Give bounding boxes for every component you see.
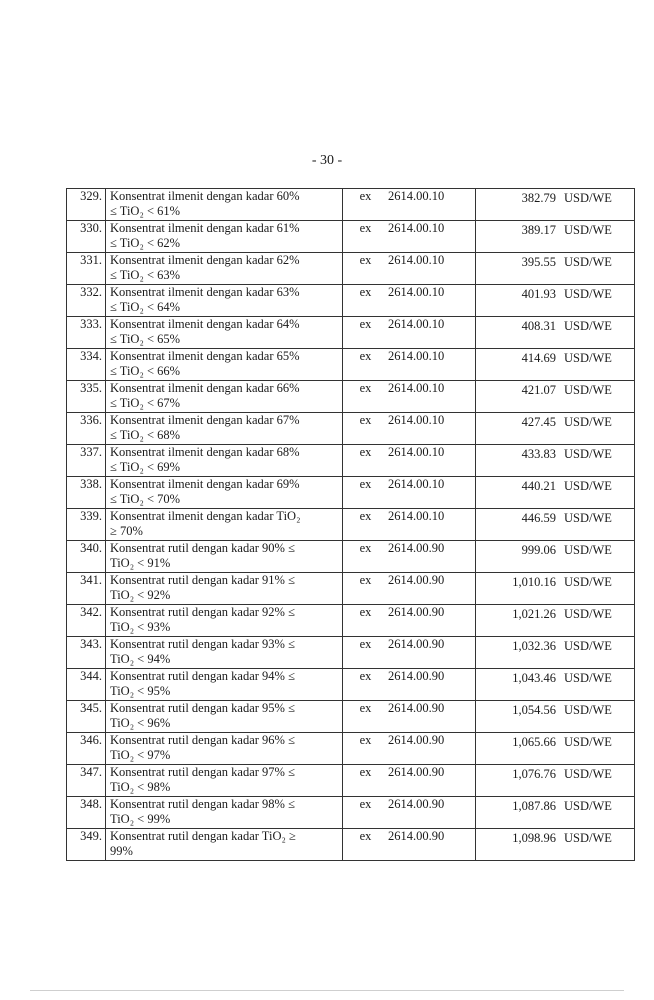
description-line-1: Konsentrat rutil dengan kadar 96% ≤ <box>110 733 295 747</box>
row-description <box>106 509 343 541</box>
row-price: 421.07 <box>476 381 557 413</box>
description-line-1: Konsentrat rutil dengan kadar TiO₂ ≥ <box>110 829 296 843</box>
bottom-rule <box>30 990 624 991</box>
table-row <box>67 445 635 477</box>
row-unit: USD/WE <box>556 285 635 317</box>
row-price: 1,087.86 <box>476 797 557 829</box>
page-number: - 30 - <box>311 153 343 168</box>
row-ex-marker: ex <box>343 701 389 733</box>
row-hs-code: 2614.00.10 <box>388 253 476 285</box>
row-description <box>106 221 343 253</box>
description-line-2: ≤ TiO₂ < 67% <box>110 396 181 410</box>
row-hs-code: 2614.00.10 <box>388 317 476 349</box>
row-number: 331. <box>67 253 106 285</box>
row-unit: USD/WE <box>556 189 635 221</box>
row-hs-code: 2614.00.90 <box>388 701 476 733</box>
description-line-2: TiO₂ < 95% <box>110 684 171 698</box>
description-line-1: Konsentrat rutil dengan kadar 97% ≤ <box>110 765 295 779</box>
row-unit: USD/WE <box>556 765 635 797</box>
row-description <box>106 285 343 317</box>
row-description <box>106 605 343 637</box>
description-line-1: Konsentrat rutil dengan kadar 91% ≤ <box>110 573 295 587</box>
description-line-2: ≥ 70% <box>110 524 143 538</box>
table-row <box>67 349 635 381</box>
row-ex-marker: ex <box>343 669 389 701</box>
row-description <box>106 541 343 573</box>
row-description <box>106 733 343 765</box>
description-line-1: Konsentrat ilmenit dengan kadar 60% <box>110 189 300 203</box>
row-unit: USD/WE <box>556 349 635 381</box>
row-price: 999.06 <box>476 541 557 573</box>
row-description <box>106 669 343 701</box>
table-row <box>67 285 635 317</box>
description-line-2: TiO₂ < 91% <box>110 556 171 570</box>
row-number: 333. <box>67 317 106 349</box>
description-line-1: Konsentrat ilmenit dengan kadar 61% <box>110 221 300 235</box>
row-hs-code: 2614.00.90 <box>388 829 476 861</box>
row-unit: USD/WE <box>556 413 635 445</box>
description-line-1: Konsentrat ilmenit dengan kadar 69% <box>110 477 300 491</box>
table-row <box>67 189 635 221</box>
description-line-2: ≤ TiO₂ < 66% <box>110 364 181 378</box>
row-hs-code: 2614.00.10 <box>388 349 476 381</box>
row-hs-code: 2614.00.90 <box>388 605 476 637</box>
row-unit: USD/WE <box>556 445 635 477</box>
row-number: 329. <box>67 189 106 221</box>
row-unit: USD/WE <box>556 733 635 765</box>
row-unit: USD/WE <box>556 829 635 861</box>
row-description <box>106 381 343 413</box>
table-row <box>67 221 635 253</box>
row-hs-code: 2614.00.90 <box>388 541 476 573</box>
row-unit: USD/WE <box>556 221 635 253</box>
row-number: 347. <box>67 765 106 797</box>
table-row <box>67 733 635 765</box>
description-line-2: TiO₂ < 92% <box>110 588 171 602</box>
description-line-1: Konsentrat ilmenit dengan kadar TiO₂ <box>110 509 301 523</box>
row-ex-marker: ex <box>343 829 389 861</box>
row-price: 1,021.26 <box>476 605 557 637</box>
row-unit: USD/WE <box>556 669 635 701</box>
table-row <box>67 701 635 733</box>
description-line-2: TiO₂ < 96% <box>110 716 171 730</box>
row-hs-code: 2614.00.90 <box>388 733 476 765</box>
description-line-1: Konsentrat rutil dengan kadar 90% ≤ <box>110 541 295 555</box>
row-number: 339. <box>67 509 106 541</box>
row-price: 1,043.46 <box>476 669 557 701</box>
row-price: 395.55 <box>476 253 557 285</box>
row-number: 342. <box>67 605 106 637</box>
row-number: 330. <box>67 221 106 253</box>
table-row <box>67 573 635 605</box>
row-ex-marker: ex <box>343 445 389 477</box>
row-number: 337. <box>67 445 106 477</box>
row-hs-code: 2614.00.10 <box>388 413 476 445</box>
description-line-1: Konsentrat rutil dengan kadar 92% ≤ <box>110 605 295 619</box>
row-price: 446.59 <box>476 509 557 541</box>
table-row <box>67 797 635 829</box>
row-ex-marker: ex <box>343 381 389 413</box>
row-description <box>106 445 343 477</box>
row-number: 332. <box>67 285 106 317</box>
description-line-1: Konsentrat ilmenit dengan kadar 63% <box>110 285 300 299</box>
row-description <box>106 413 343 445</box>
description-line-1: Konsentrat rutil dengan kadar 98% ≤ <box>110 797 295 811</box>
row-hs-code: 2614.00.10 <box>388 189 476 221</box>
description-line-2: ≤ TiO₂ < 69% <box>110 460 181 474</box>
row-hs-code: 2614.00.10 <box>388 509 476 541</box>
row-hs-code: 2614.00.10 <box>388 381 476 413</box>
row-description <box>106 349 343 381</box>
row-unit: USD/WE <box>556 509 635 541</box>
row-number: 334. <box>67 349 106 381</box>
row-number: 336. <box>67 413 106 445</box>
row-unit: USD/WE <box>556 381 635 413</box>
description-line-1: Konsentrat ilmenit dengan kadar 65% <box>110 349 300 363</box>
description-line-1: Konsentrat rutil dengan kadar 93% ≤ <box>110 637 295 651</box>
row-price: 401.93 <box>476 285 557 317</box>
row-ex-marker: ex <box>343 285 389 317</box>
row-unit: USD/WE <box>556 541 635 573</box>
row-number: 344. <box>67 669 106 701</box>
row-hs-code: 2614.00.10 <box>388 221 476 253</box>
description-line-1: Konsentrat rutil dengan kadar 95% ≤ <box>110 701 295 715</box>
row-ex-marker: ex <box>343 573 389 605</box>
description-line-2: ≤ TiO₂ < 70% <box>110 492 181 506</box>
row-number: 338. <box>67 477 106 509</box>
row-price: 1,065.66 <box>476 733 557 765</box>
description-line-2: TiO₂ < 98% <box>110 780 171 794</box>
table-row <box>67 669 635 701</box>
row-price: 433.83 <box>476 445 557 477</box>
row-description <box>106 701 343 733</box>
description-line-1: Konsentrat ilmenit dengan kadar 66% <box>110 381 300 395</box>
row-ex-marker: ex <box>343 189 389 221</box>
row-hs-code: 2614.00.10 <box>388 477 476 509</box>
row-unit: USD/WE <box>556 605 635 637</box>
row-description <box>106 477 343 509</box>
row-price: 1,010.16 <box>476 573 557 605</box>
row-description <box>106 317 343 349</box>
row-number: 343. <box>67 637 106 669</box>
table-row <box>67 509 635 541</box>
row-description <box>106 829 343 861</box>
row-ex-marker: ex <box>343 797 389 829</box>
description-line-2: TiO₂ < 94% <box>110 652 171 666</box>
row-description <box>106 189 343 221</box>
description-line-2: ≤ TiO₂ < 68% <box>110 428 181 442</box>
table-row <box>67 605 635 637</box>
table-body <box>67 189 635 861</box>
row-description <box>106 253 343 285</box>
row-number: 346. <box>67 733 106 765</box>
row-ex-marker: ex <box>343 637 389 669</box>
row-unit: USD/WE <box>556 477 635 509</box>
row-unit: USD/WE <box>556 701 635 733</box>
row-hs-code: 2614.00.90 <box>388 669 476 701</box>
row-price: 1,032.36 <box>476 637 557 669</box>
row-ex-marker: ex <box>343 253 389 285</box>
description-line-1: Konsentrat rutil dengan kadar 94% ≤ <box>110 669 295 683</box>
description-line-2: 99% <box>110 844 133 858</box>
description-line-2: ≤ TiO₂ < 61% <box>110 204 181 218</box>
row-ex-marker: ex <box>343 605 389 637</box>
table-row <box>67 477 635 509</box>
table-row <box>67 829 635 861</box>
description-line-1: Konsentrat ilmenit dengan kadar 67% <box>110 413 300 427</box>
row-hs-code: 2614.00.10 <box>388 285 476 317</box>
description-line-2: ≤ TiO₂ < 65% <box>110 332 181 346</box>
table-row <box>67 765 635 797</box>
table-row <box>67 413 635 445</box>
row-ex-marker: ex <box>343 477 389 509</box>
description-line-1: Konsentrat ilmenit dengan kadar 62% <box>110 253 300 267</box>
row-hs-code: 2614.00.90 <box>388 797 476 829</box>
row-description <box>106 765 343 797</box>
table-row <box>67 637 635 669</box>
row-ex-marker: ex <box>343 317 389 349</box>
description-line-1: Konsentrat ilmenit dengan kadar 64% <box>110 317 300 331</box>
row-hs-code: 2614.00.90 <box>388 765 476 797</box>
row-unit: USD/WE <box>556 797 635 829</box>
row-price: 1,076.76 <box>476 765 557 797</box>
row-unit: USD/WE <box>556 317 635 349</box>
row-number: 345. <box>67 701 106 733</box>
row-number: 348. <box>67 797 106 829</box>
row-unit: USD/WE <box>556 573 635 605</box>
row-price: 1,054.56 <box>476 701 557 733</box>
row-ex-marker: ex <box>343 765 389 797</box>
row-price: 440.21 <box>476 477 557 509</box>
row-description <box>106 797 343 829</box>
row-ex-marker: ex <box>343 541 389 573</box>
row-unit: USD/WE <box>556 637 635 669</box>
row-ex-marker: ex <box>343 349 389 381</box>
row-price: 414.69 <box>476 349 557 381</box>
row-unit: USD/WE <box>556 253 635 285</box>
row-number: 349. <box>67 829 106 861</box>
table-row <box>67 317 635 349</box>
row-hs-code: 2614.00.10 <box>388 445 476 477</box>
row-number: 335. <box>67 381 106 413</box>
row-number: 340. <box>67 541 106 573</box>
row-price: 389.17 <box>476 221 557 253</box>
price-table <box>66 188 635 861</box>
description-line-2: ≤ TiO₂ < 64% <box>110 300 181 314</box>
description-line-2: ≤ TiO₂ < 63% <box>110 268 181 282</box>
row-price: 1,098.96 <box>476 829 557 861</box>
row-ex-marker: ex <box>343 221 389 253</box>
row-ex-marker: ex <box>343 509 389 541</box>
row-price: 382.79 <box>476 189 557 221</box>
description-line-2: TiO₂ < 93% <box>110 620 171 634</box>
table-row <box>67 253 635 285</box>
row-number: 341. <box>67 573 106 605</box>
table-row <box>67 541 635 573</box>
description-line-2: ≤ TiO₂ < 62% <box>110 236 181 250</box>
row-ex-marker: ex <box>343 413 389 445</box>
description-line-1: Konsentrat ilmenit dengan kadar 68% <box>110 445 300 459</box>
row-price: 408.31 <box>476 317 557 349</box>
row-hs-code: 2614.00.90 <box>388 637 476 669</box>
row-price: 427.45 <box>476 413 557 445</box>
row-hs-code: 2614.00.90 <box>388 573 476 605</box>
table-row <box>67 381 635 413</box>
description-line-2: TiO₂ < 99% <box>110 812 171 826</box>
description-line-2: TiO₂ < 97% <box>110 748 171 762</box>
row-description <box>106 573 343 605</box>
row-description <box>106 637 343 669</box>
row-ex-marker: ex <box>343 733 389 765</box>
